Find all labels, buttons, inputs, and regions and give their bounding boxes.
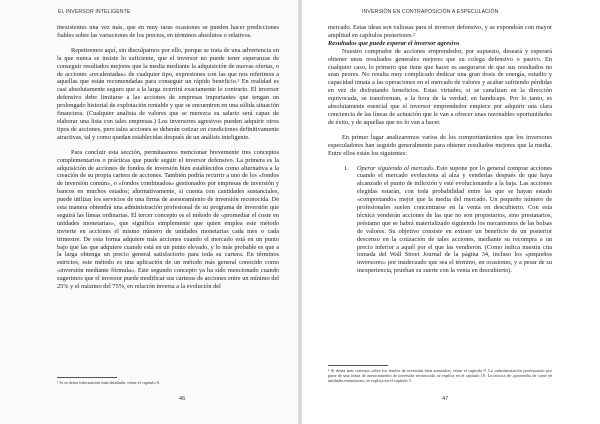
left-page-body [57,24,279,291]
running-head-left: EL INVERSOR INTELIGENTE [58,9,131,15]
page-number-left: 46 [179,396,186,402]
right-page [302,0,600,424]
footnote-left: ¹ Si se desea información más detallada, véase el capítulo 6. [57,380,160,385]
paragraph: Nuestro comprador de acciones emprendedor, por supuesto, deseará y esperará obtener unos resultados generales mejores que su colega defensivo o pasivo. En cualquier caso, lo primero que tiene que hacer es asegurarse de que sus resultados no sean peores. No resulta muy complicado dedicar una gran dosis de energía, estudio y capacidad innata a las operaciones en el mercado de valores y acabar sufriendo pérdidas en vez de disfrutando beneficios. Estas virtudes, si se canalizan en la dirección equivocada, se transforman, a la hora de la verdad, en handicaps. Por lo tanto, es absolutamente esencial que el inversor emprendedor empiece por adquirir una clara conciencia de las líneas de actuación que le van a ofrecer unas razonables oportunidades de éxito, y de aquellas que no lo van a hacer. [328,47,552,126]
footnote-divider [328,365,388,366]
paragraph: En primer lugar analizaremos varios de los comportamientos que los inversores especuladores han seguido generalmente para obtener resultados mejores que la media. Entre ellos están los siguientes: [328,133,552,157]
paragraph: Repetiremos aquí, sin disculparnos por ello, porque se trata de una advertencia en la que nunca se insiste lo suficiente, que el inversor no puede tener esperanzas de conseguir resultados mejores que la media mediante la adquisición de nuevas ofertas, o de acciones «recalentadas» de cualquier tipo, expresiones con las que nos referimos a aquellas que están recomendadas para conseguir un rápido beneficio.¹ En realidad es casi absolutamente seguro que a la larga ocurrirá exactamente lo contrario. El inversor defensivo debe limitarse a las acciones de empresas importantes que tengan un prolongado historial de explotación rentable y que se encuentren en una sólida situación financiera. (Cualquier analista de valores que se merezca su salario será capaz de elaborar una lista con tales empresas.) Los inversores agresivos pueden adquirir otros tipos de acciones, pero tales acciones se deberán cotizar en condiciones definitivamente atractivas, tal y como quedan establecidas después de un análisis inteligente. [57,46,279,141]
paragraph: mercado. Estas ideas son valiosas para el inversor defensivo, y se expondrán con mayor amplitud en capítulos posteriores.² [328,24,552,39]
section-heading: Resultados que puede esperar el inversor agresivo [328,39,460,47]
paragraph: inexistentes una vez más, que en muy raras ocasiones se pueden hacer predicciones fiables sobre las variaciones de los precios, en términos absolutos o relativos. [57,24,279,39]
footnote-divider [57,377,117,378]
list-item-title: Operar siguiendo al mercado. [357,164,435,172]
running-head-right: INVERSIÓN EN CONTRAPOSICIÓN A ESPECULACIÓN [362,9,499,15]
right-page-body [328,24,552,275]
list-number: 1. [344,164,349,172]
list-item-text: Esto supone por lo general comprar acciones cuando el mercado evoluciona al alza y venderlas después de que haya alcanzado el punto de inflexión y esté evolucionando a la baja. Las acciones elegidas estarán, con toda probabilidad entre las que se hayan estado «comportando» mejor que la media del mercado. Un pequeño número de profesionales suelen concentrarse en la venta en descubierto. Con esta técnica venderán acciones de las que no son propietarios, sino prestatarios, préstamo que se habrá materializado siguiendo los mecanismos de las bolsas de valores. Su objetivo consiste en extraer un beneficio de un posterior descenso en la cotización de tales acciones, mediante su recompra a un precio inferior a aquél por el que las vendieron. (Como indica nuestra cita tomada del Wall Street Journal de la página 34, incluso los «pequeños inversores» por inadecuado que sea el término, en ocasiones, y a pesar de su inexperiencia, prueban su suerte con la venta en descubierto). [357,164,552,275]
left-page [0,0,298,424]
page-number-right: 47 [442,396,449,402]
list-item [328,165,552,276]
footnote-right: ² Si desea más consejos sobre los fondos de inversión bien asentados, véase el capítulo 9. La «administración profesional» por parte de una firma de asesoramiento de inversión reconocida, se explica en el capítulo 10. La técnica de «promedio de coste en unidades monetarias» se explica en el capítulo 5. [328,368,552,384]
paragraph: Para concluir esta sección, permítasenos mencionar brevemente tres conceptos complementarios o prácticas que puede seguir el inversor defensivo. La primera es la adquisición de acciones de fondos de inversión bien establecidos como alternativa a la creación de su propia cartera de acciones. También podría recurrir a uno de los «fondos de inversión común», o «fondos combinados» gestionados por empresas de inversión y bancos en muchos estados; alternativamente, si cuenta con cantidades sustanciales, puede utilizar los servicios de una firma de asesoramiento de inversión reconocida. De esta manera obtendrá una administración profesional de su programa de inversión que seguirá las líneas ordinarias. El tercer concepto es el método de «promediar el coste en unidades monetarias», que significa simplemente que quien emplea este método invierte en acciones el mismo número de unidades monetarias cada mes o cada trimestre. De esta forma adquiere más acciones cuando el mercado está en un punto bajo que las que adquiere cuando está en un punto elevado, y lo más probable es que a la larga obtenga un precio general satisfactorio para toda su cartera. En términos estrictos, este método es una aplicación de un método más general conocido como «inversión mediante fórmula». Este segundo concepto ya ha sido mencionado cuando sugerimos que el inversor puede modificar sus carteras de acciones entre un mínimo del 25% y el máximo del 75%, en relación inversa a la evolución del [57,148,279,291]
